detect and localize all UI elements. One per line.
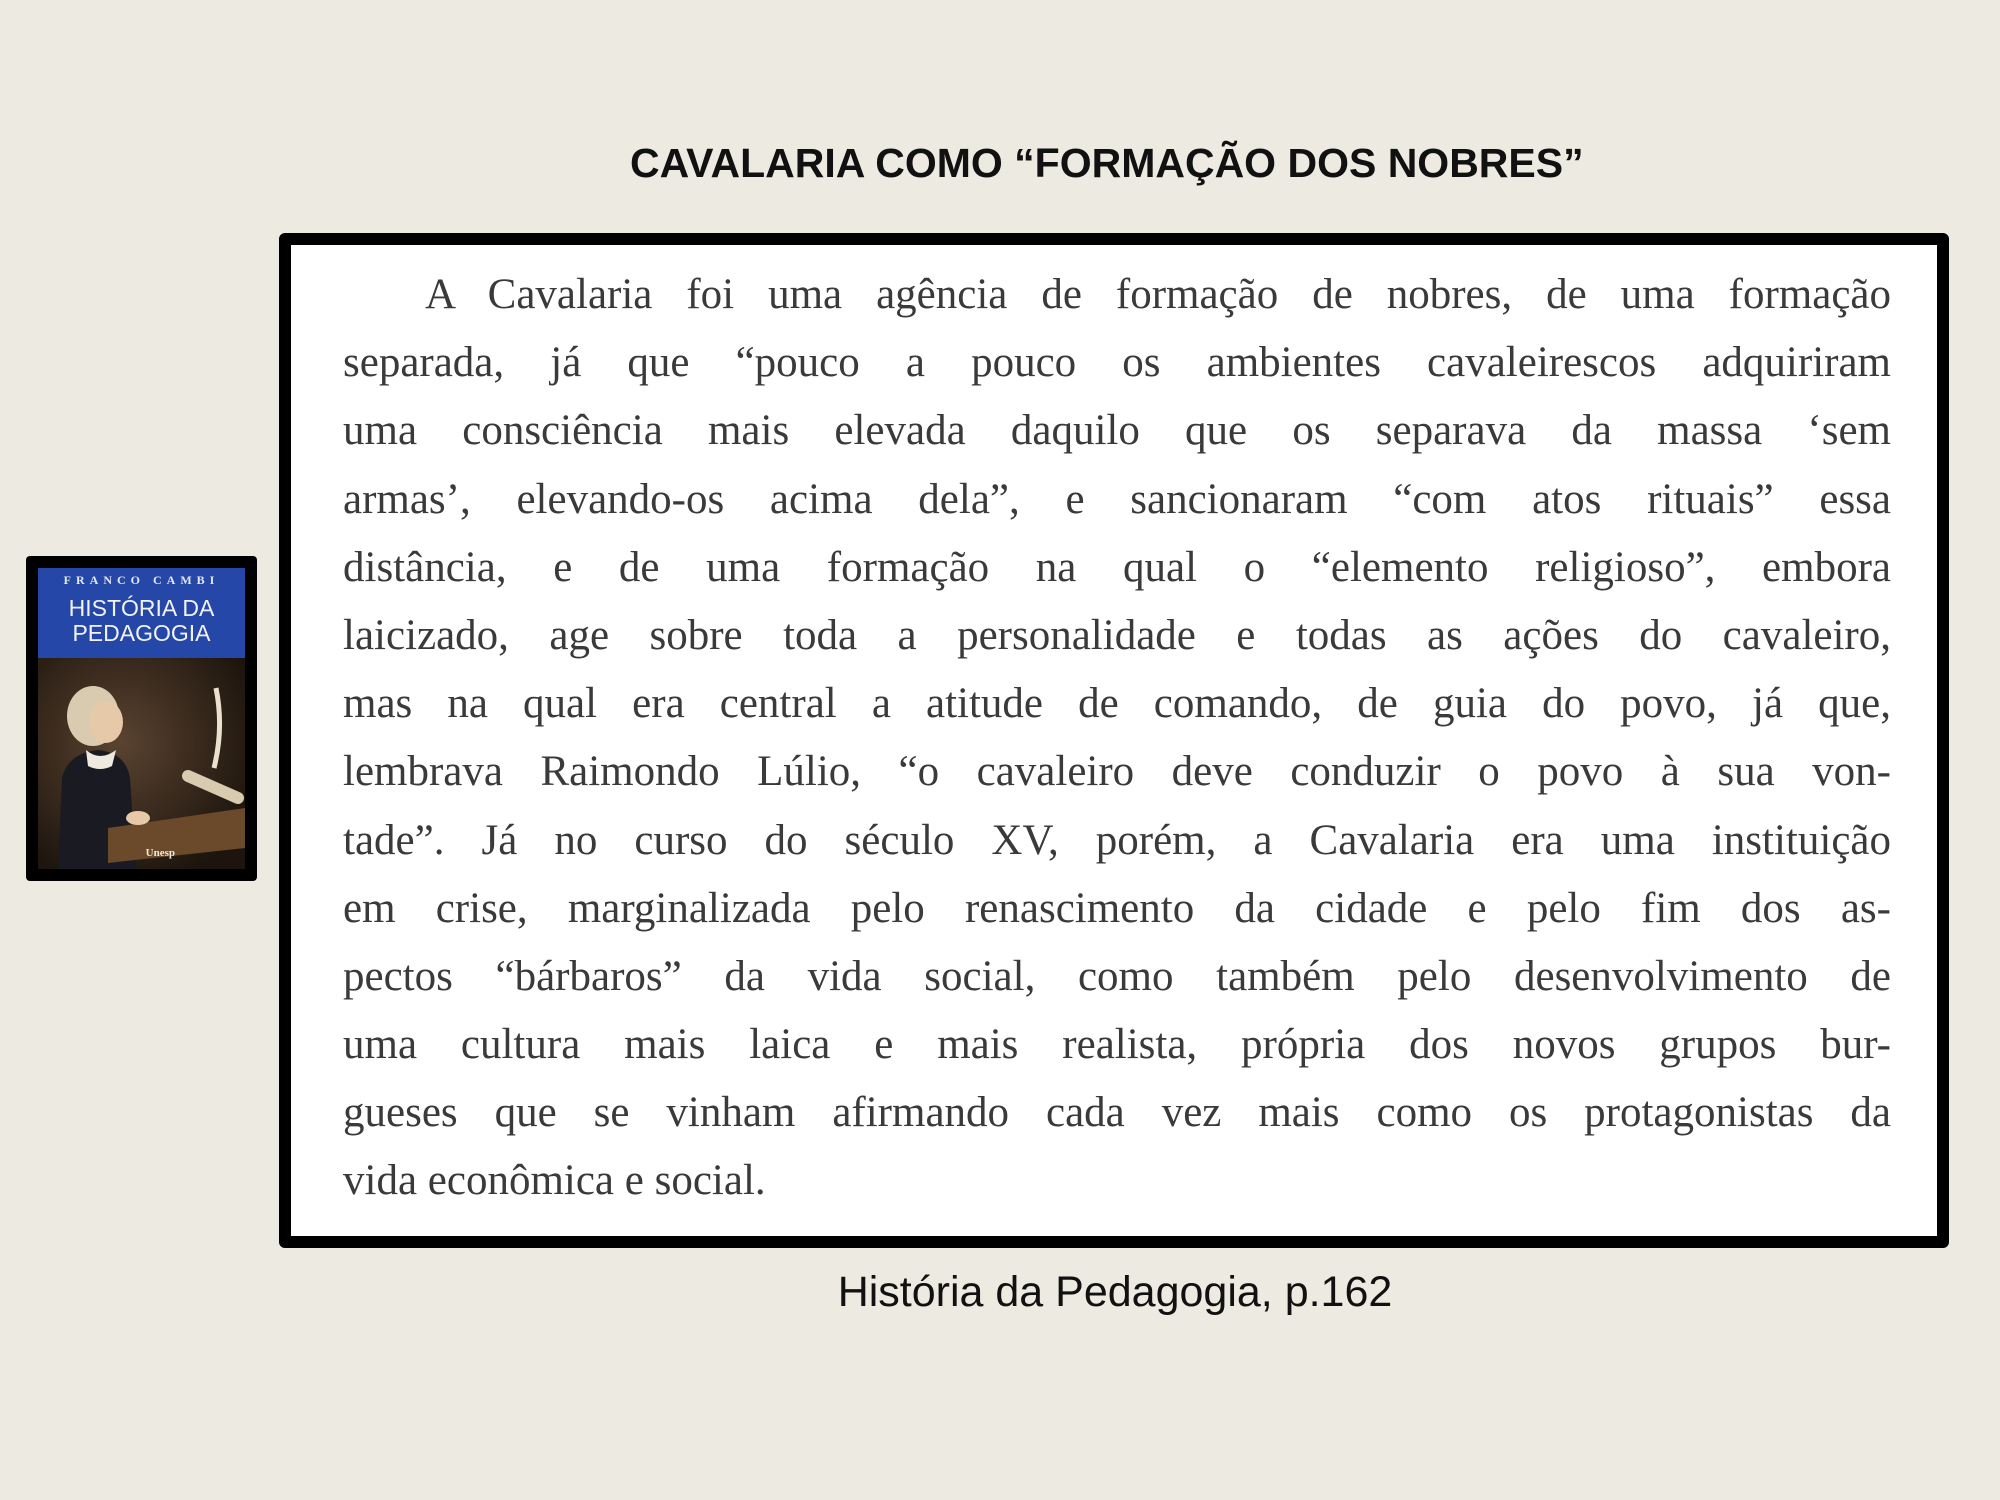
book-title-line-1: HISTÓRIA DA <box>68 595 215 621</box>
quote-line: A Cavalaria foi uma agência de formação de nobres, de uma formação <box>425 271 1891 318</box>
book-cover-banner <box>38 568 245 658</box>
quote-line: vida econômica e social. <box>343 1157 766 1205</box>
book-cover-painting <box>38 658 245 869</box>
book-author: FRANCO CAMBI <box>63 573 220 587</box>
book-cover-image <box>26 556 257 881</box>
quote-line: uma cultura mais laica e mais realista, própria dos novos grupos bur- <box>343 1021 1891 1069</box>
quote-line: armas’, elevando-os acima dela”, e sancionaram “com atos rituais” essa <box>343 475 1891 523</box>
quote-line: pectos “bárbaros” da vida social, como também pelo desenvolvimento de <box>343 952 1891 1000</box>
quote-line: mas na qual era central a atitude de comando, de guia do povo, já que, <box>343 680 1891 728</box>
source-caption: História da Pedagogia, p.162 <box>837 1268 1393 1316</box>
quote-line: em crise, marginalizada pelo renascimento da cidade e pelo fim dos as- <box>343 884 1891 932</box>
quote-line: laicizado, age sobre toda a personalidade e todas as ações do cavaleiro, <box>343 611 1891 659</box>
book-cover-art <box>38 568 245 869</box>
quote-line: lembrava Raimondo Lúlio, “o cavaleiro deve conduzir o povo à sua von- <box>343 748 1891 796</box>
quote-line: gueses que se vinham afirmando cada vez mais como os protagonistas da <box>343 1089 1891 1137</box>
quote-line: separada, já que “pouco a pouco os ambientes cavaleirescos adquiriram <box>343 339 1891 387</box>
quote-frame <box>279 233 1949 1248</box>
quote-line: distância, e de uma formação na qual o “elemento religioso”, embora <box>343 543 1891 591</box>
quote-text <box>343 261 1891 1216</box>
quote-line: tade”. Já no curso do século XV, porém, a Cavalaria era uma instituição <box>343 816 1891 864</box>
publisher-logo: Unesp <box>145 847 175 859</box>
quote-line: uma consciência mais elevada daquilo que os separava da massa ‘sem <box>343 407 1891 455</box>
book-title <box>38 596 245 646</box>
slide-title: CAVALARIA COMO “FORMAÇÃO DOS NOBRES” <box>630 140 1584 186</box>
book-title-line-2: PEDAGOGIA <box>72 620 211 646</box>
